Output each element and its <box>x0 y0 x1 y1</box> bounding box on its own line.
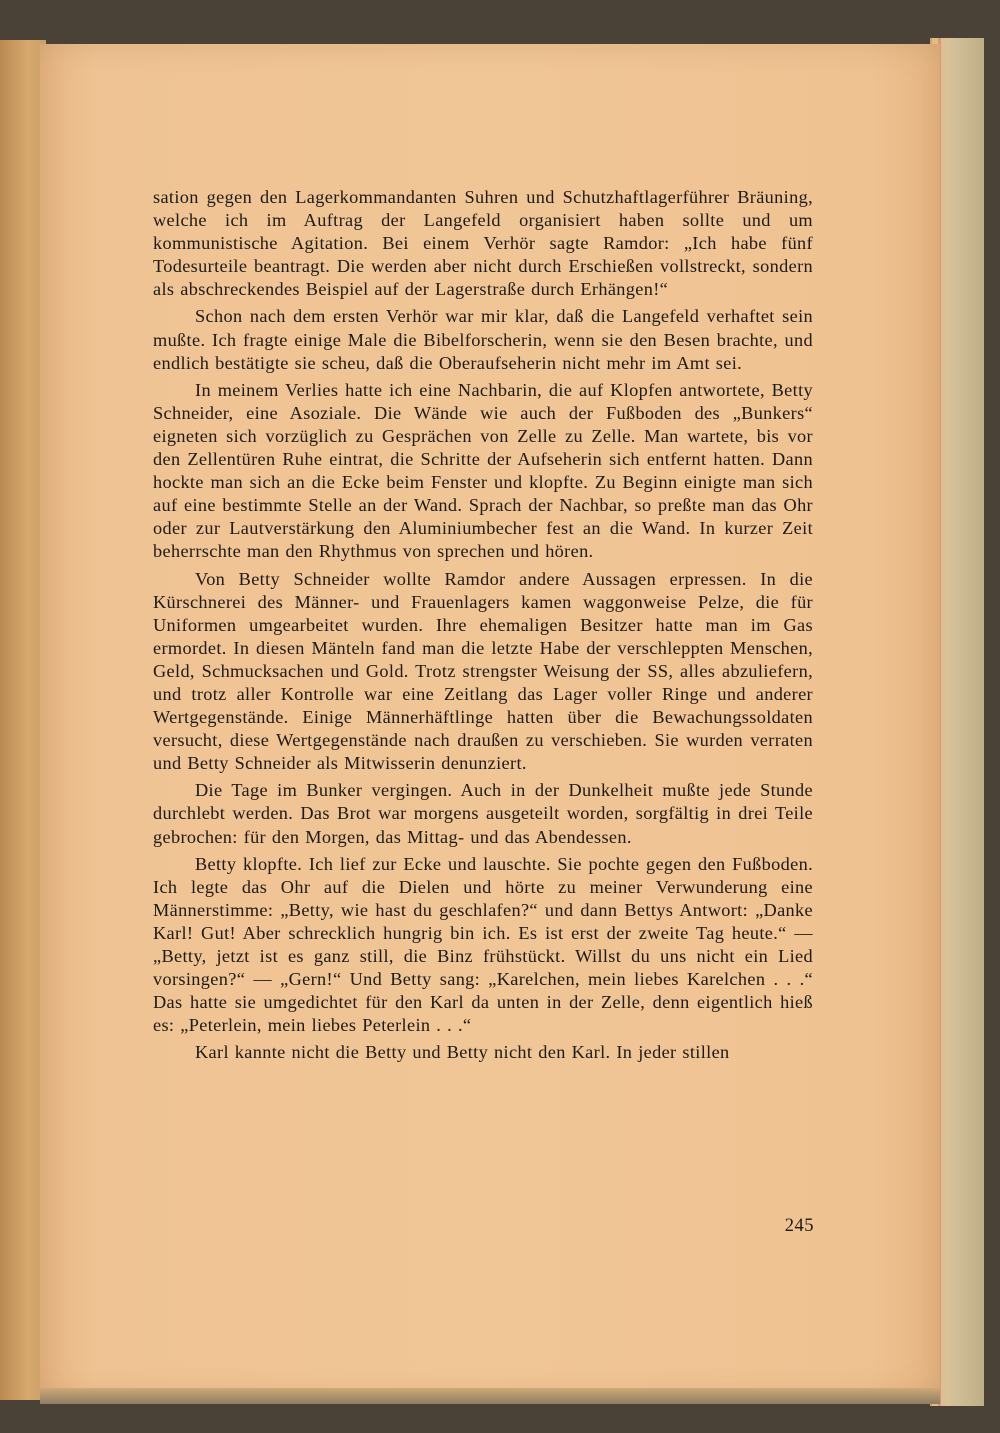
paragraph-6: Betty klopfte. Ich lief zur Ecke und lauschte. Sie pochte gegen den Fußboden. Ich legte das Ohr auf die Dielen und hörte zu meiner Verwunderung eine Männerstimme: „Betty, wie hast du geschlafen?“ und dann Bettys Antwort: „Danke Karl! Gut! Aber schrecklich hungrig bin ich. Es ist erst der zweite Tag heute.“ — „Betty, jetzt ist es ganz still, die Binz frühstückt. Willst du uns nicht ein Lied vorsingen?“ — „Gern!“ Und Betty sang: „Karelchen, mein liebes Karelchen . . .“ Das hatte sie umgedichtet für den Karl da unten in der Zelle, denn eigentlich hieß es: „Peterlein, mein liebes Peterlein . . .“ <box>153 853 813 1036</box>
paragraph-5: Die Tage im Bunker vergingen. Auch in der Dunkelheit mußte jede Stunde durchlebt werden. Das Brot war morgens ausgeteilt worden, sorgfältig in drei Teile gebrochen: für den Morgen, das Mittag- und das Abendessen. <box>153 780 813 847</box>
paragraph-4: Von Betty Schneider wollte Ramdor andere Aussagen erpressen. In die Kürschnerei des Männer- und Frauenlagers kamen waggonweise Pelze, die für Uniformen umgearbeitet wurden. Ihre ehemaligen Besitzer hatte man im Gas ermordet. In diesen Mänteln fand man die letzte Habe der verschleppten Menschen, Geld, Schmucksachen und Gold. Trotz strengster Weisung der SS, alles abzuliefern, und trotz aller Kontrolle war eine Zeitlang das Lager voller Ringe und anderer Wertgegenstände. Einige Männerhäftlinge hatten über die Bewachungssoldaten versucht, diese Wertgegenstände nach draußen zu verschieben. Sie wurden verraten und Betty Schneider als Mitwisserin denunziert. <box>153 568 813 774</box>
paragraph-2: Schon nach dem ersten Verhör war mir klar, daß die Langefeld verhaftet sein mußte. Ich fragte einige Male die Bibelforscherin, wenn sie den Besen brachte, und endlich bestätigte sie scheu, daß die Oberaufseherin nicht mehr im Amt sei. <box>153 306 813 373</box>
paragraph-7: Karl kannte nicht die Betty und Betty nicht den Karl. In jeder stillen <box>195 1042 730 1063</box>
page-number: 245 <box>784 1216 814 1236</box>
paragraph-3: In meinem Verlies hatte ich eine Nachbarin, die auf Klopfen antwortete, Betty Schneider, eine Asoziale. Die Wände wie auch der Fußboden des „Bunkers“ eigneten sich vorzüglich zu Gesprächen von Zelle zu Zelle. Man wartete, bis vor den Zellentüren Ruhe eintrat, die Schritte der Aufseherin sich entfernt hatten. Dann hockte man sich an die Ecke beim Fenster und klopfte. Zu Beginn einigte man sich auf eine bestimmte Stelle an der Wand. Sprach der Nachbar, so preßte man das Ohr oder zur Lautverstärkung den Aluminiumbecher fest an die Wand. In kurzer Zeit beherrschte man den Rhythmus von sprechen und hören. <box>153 379 813 562</box>
paragraph-1: sation gegen den Lagerkommandanten Suhren und Schutzhaftlagerführer Bräuning, welche ich im Auftrag der Langefeld organisiert haben sollte und um kommunistische Agitation. Bei einem Verhör sagte Ramdor: „Ich habe fünf Todesurteile beantragt. Die werden aber nicht durch Erschießen vollstreckt, sondern als abschreckendes Beispiel auf der Lagerstraße durch Erhängen!“ <box>153 187 813 300</box>
body-text <box>153 186 813 1068</box>
bottom-page-edge <box>40 1388 940 1404</box>
